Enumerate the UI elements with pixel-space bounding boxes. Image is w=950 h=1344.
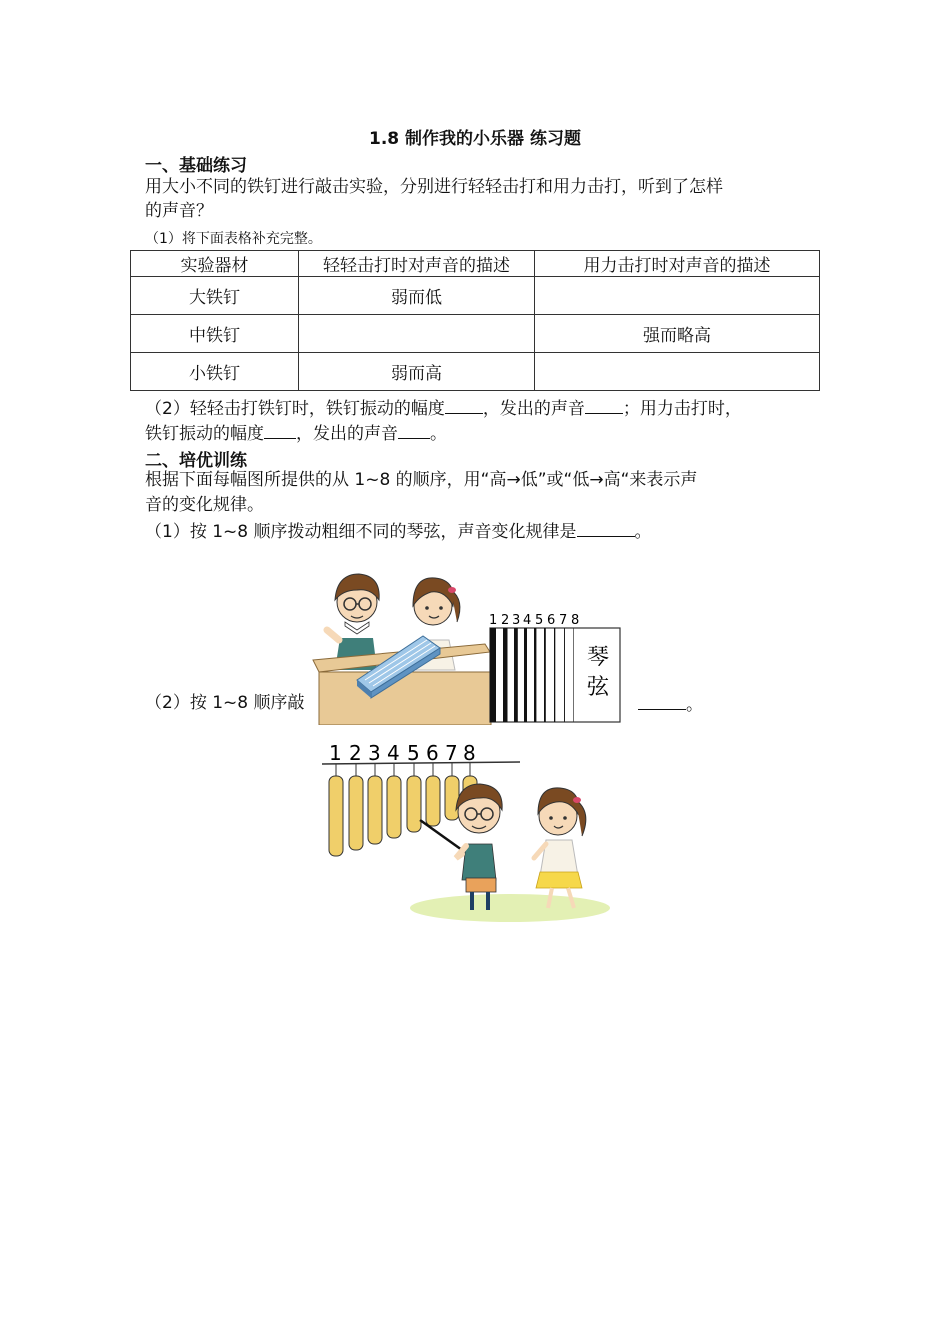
table-header: 实验器材 <box>131 251 299 277</box>
section2-question-2: （2）按 1~8 顺序敲 <box>145 693 305 713</box>
table-cell <box>535 353 820 391</box>
tube-number-label: 2 <box>349 741 362 765</box>
page-title: 1.8 制作我的小乐器 练习题 <box>369 129 581 149</box>
table-cell: 弱而低 <box>299 277 535 315</box>
question-2-line1 <box>145 395 742 421</box>
data-table <box>130 250 820 391</box>
string-number-label: 5 <box>535 613 544 628</box>
table-cell <box>299 315 535 353</box>
tube-number-label: 7 <box>445 741 458 765</box>
bamboo-tubes-illustration <box>320 740 615 925</box>
table-cell: 大铁钉 <box>131 277 299 315</box>
q2-text-d: 铁钉振动的幅度 <box>145 424 264 444</box>
string-board <box>489 613 620 722</box>
string-number-label: 4 <box>523 613 532 628</box>
tube-number-label: 4 <box>387 741 400 765</box>
bamboo-tubes <box>329 762 477 856</box>
answer-blank[interactable] <box>577 518 635 537</box>
s2-q1-end: 。 <box>634 522 652 542</box>
section2-question-2-tail <box>638 691 703 717</box>
section1-intro-line2: 的声音？ <box>145 201 213 221</box>
table-row <box>131 315 820 353</box>
string-number-label: 6 <box>547 613 556 628</box>
table-cell: 小铁钉 <box>131 353 299 391</box>
q2-text-f: 。 <box>430 424 447 444</box>
tube-number-label: 8 <box>463 741 476 765</box>
tube-number-label: 1 <box>329 741 342 765</box>
answer-blank[interactable] <box>398 420 430 439</box>
girl-figure <box>534 788 586 908</box>
table-header: 用力击打时对声音的描述 <box>535 251 820 277</box>
table-cell <box>535 277 820 315</box>
section2-intro-line2: 音的变化规律。 <box>145 495 264 515</box>
table-cell: 强而略高 <box>535 315 820 353</box>
string-number-label: 1 <box>489 613 498 628</box>
section2-question-1 <box>145 518 652 544</box>
table-header: 轻轻击打时对声音的描述 <box>299 251 535 277</box>
q2-text-e: ，发出的声音 <box>296 424 398 444</box>
section2-heading: 二、培优训练 <box>145 451 247 471</box>
q2-text-a: （2）轻轻击打铁钉时，铁钉振动的幅度 <box>145 399 445 419</box>
pointer-stick <box>420 820 462 850</box>
answer-blank[interactable] <box>445 395 483 414</box>
tube-number-label: 6 <box>426 741 439 765</box>
section1-intro-line1: 用大小不同的铁钉进行敲击实验，分别进行轻轻击打和用力击打，听到了怎样 <box>145 177 723 197</box>
table-cell: 弱而高 <box>299 353 535 391</box>
zither-illustration <box>305 560 640 725</box>
tube-number-label: 3 <box>368 741 381 765</box>
q2-text-c: ；用力击打时， <box>622 399 742 419</box>
answer-blank[interactable] <box>264 420 296 439</box>
zither-label: 琴 <box>587 645 610 670</box>
zither-label: 弦 <box>587 675 610 700</box>
answer-blank[interactable] <box>585 395 623 414</box>
table-cell: 中铁钉 <box>131 315 299 353</box>
tube-number-label: 5 <box>407 741 420 765</box>
ground-shadow <box>410 894 610 922</box>
section1-heading: 一、基础练习 <box>145 156 247 176</box>
s2-q2-end: 。 <box>686 695 703 715</box>
question-2-line2 <box>145 420 447 446</box>
q2-text-b: ，发出的声音 <box>482 399 585 419</box>
string-number-label: 7 <box>559 613 568 628</box>
section2-intro-line1: 根据下面每幅图所提供的从 1~8 的顺序，用“高→低”或“低→高“来表示声 <box>145 470 698 490</box>
table-row <box>131 277 820 315</box>
string-number-label: 3 <box>512 613 521 628</box>
table-row <box>131 353 820 391</box>
string-number-label: 2 <box>501 613 510 628</box>
string-number-label: 8 <box>571 613 580 628</box>
answer-blank[interactable] <box>638 691 686 710</box>
question-1-label: （1）将下面表格补充完整。 <box>145 231 322 247</box>
s2-q1-text: （1）按 1~8 顺序拨动粗细不同的琴弦，声音变化规律是 <box>145 522 577 542</box>
